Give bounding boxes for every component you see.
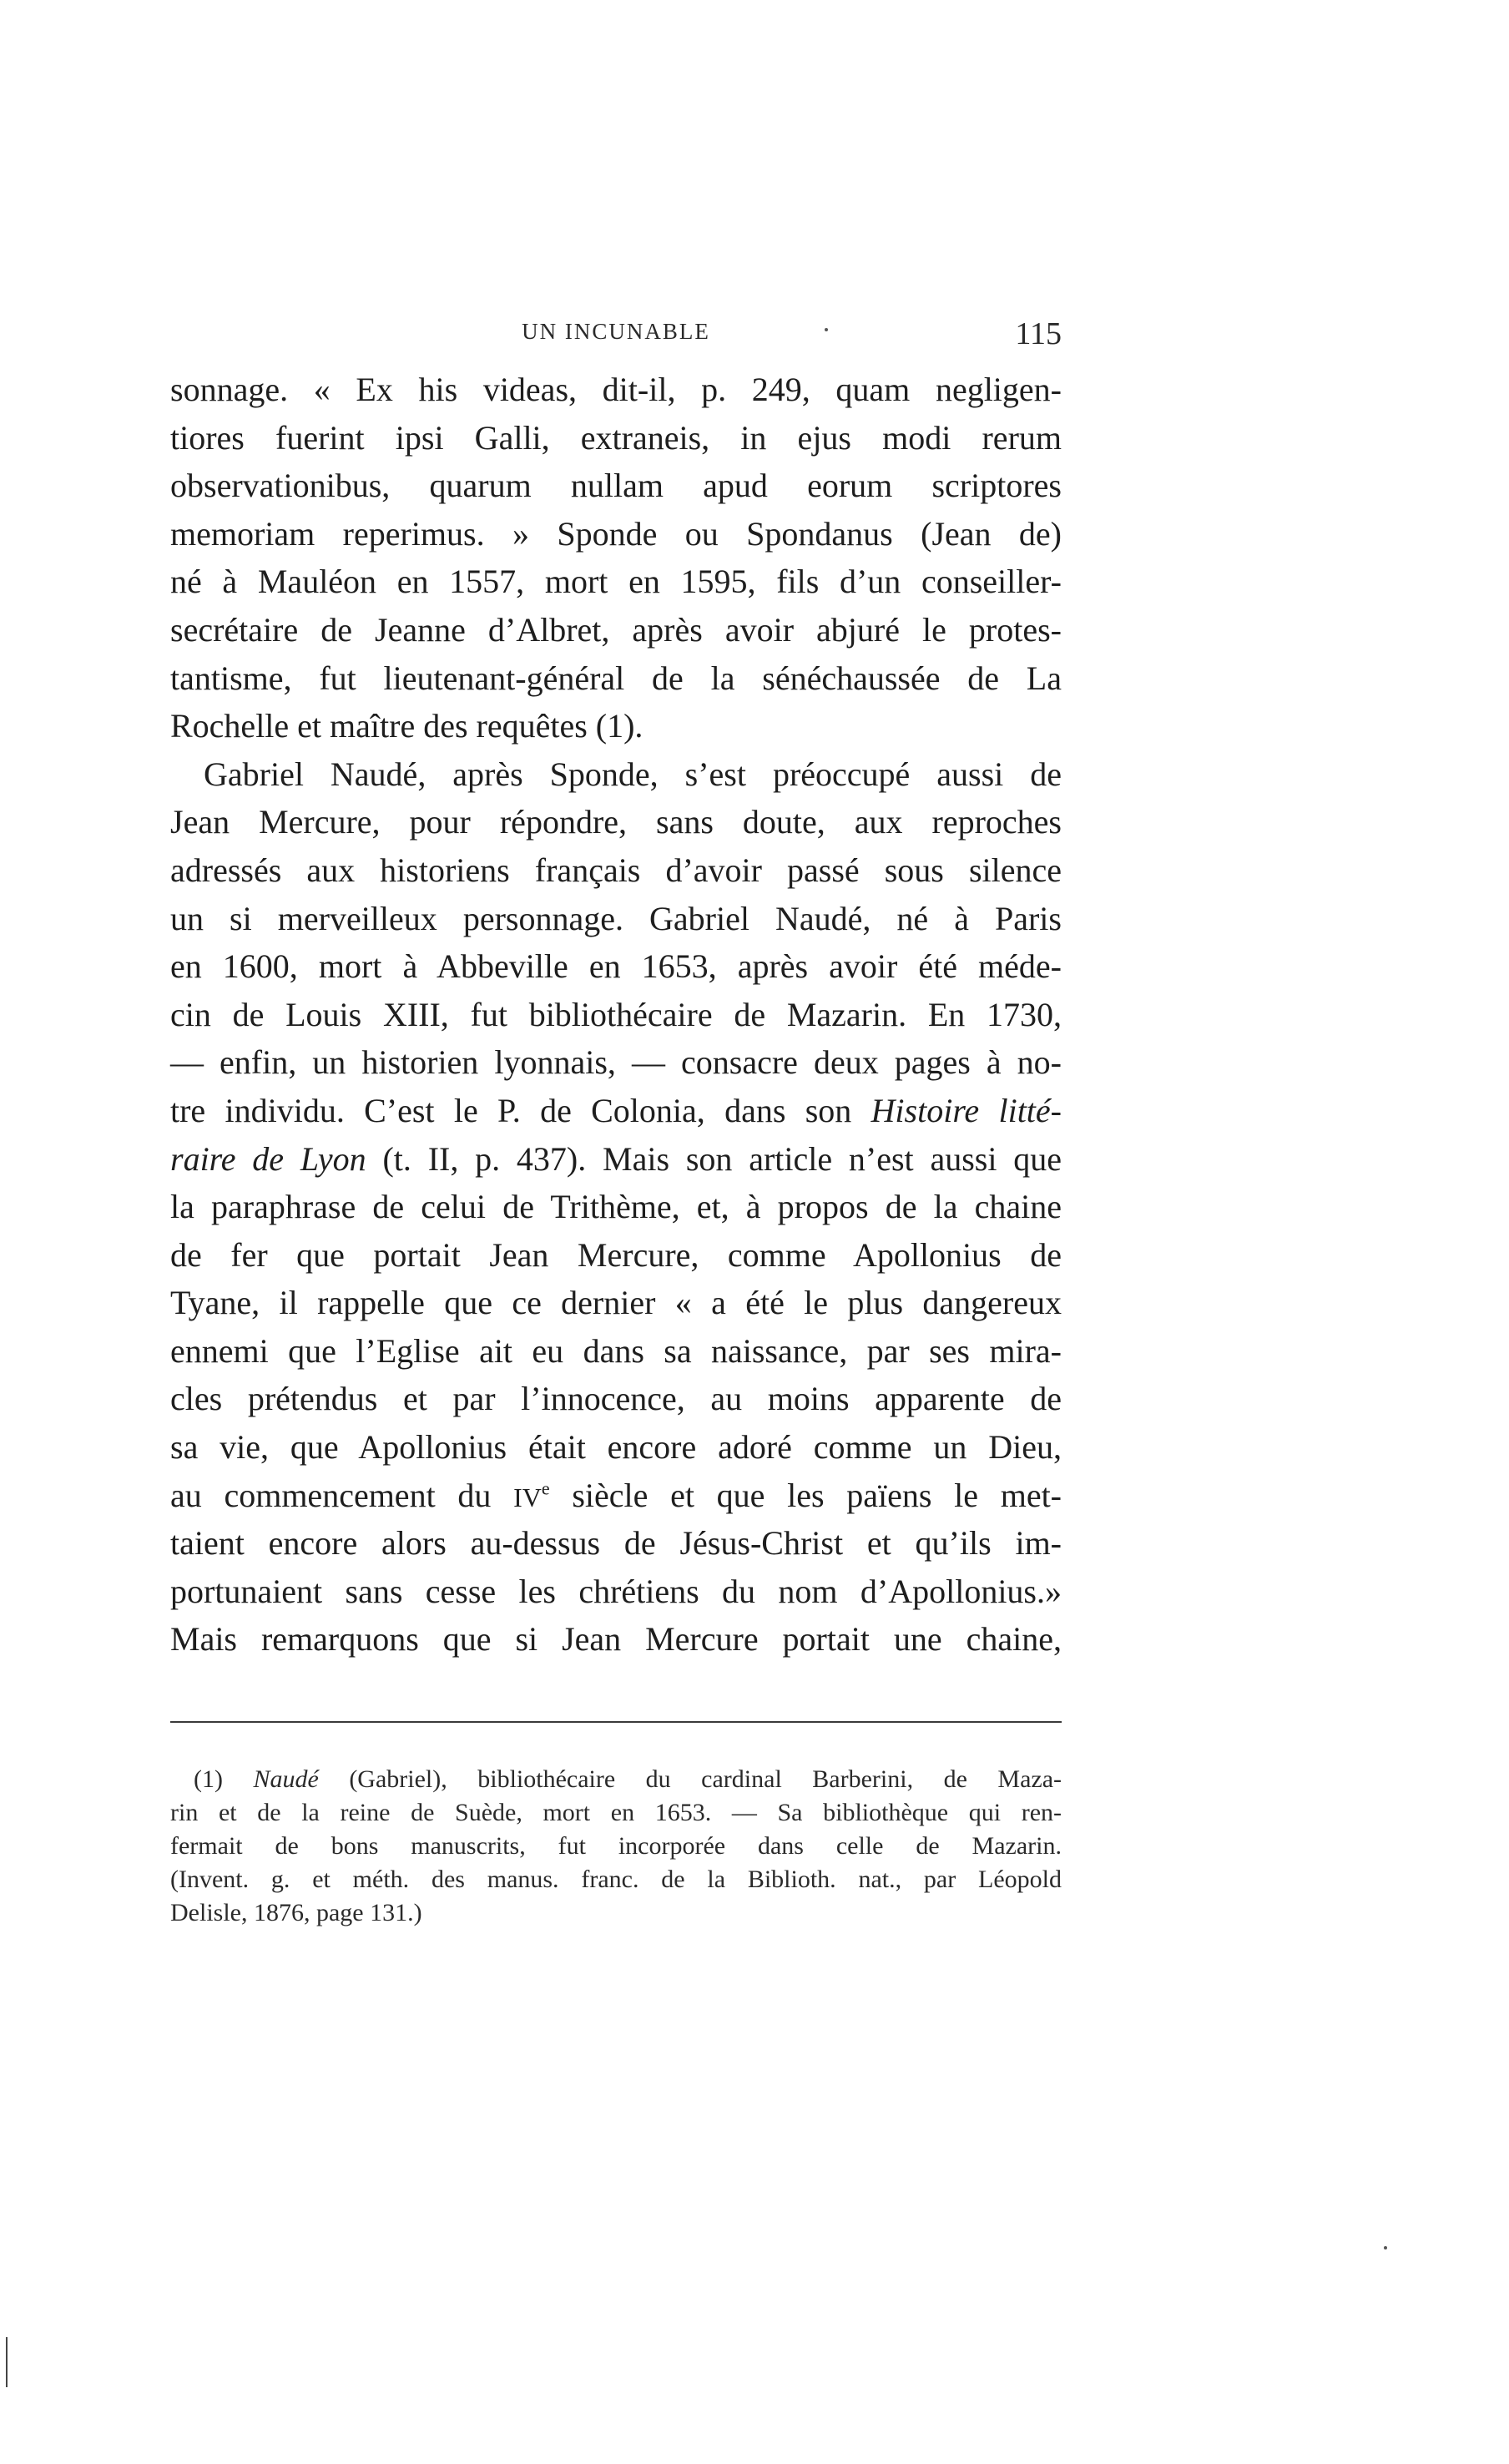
footnote-name-italic: Naudé (253, 1765, 319, 1793)
text-line: portunaient sans cesse les chrétiens du nom d’Apollonius.» (170, 1572, 1062, 1610)
text-line: Tyane, il rappelle que ce dernier « a été le plus dangereux (170, 1284, 1062, 1322)
footnote-marker: (1) (194, 1765, 254, 1793)
text-line: memoriam reperimus. » Sponde ou Spondanus (Jean de) (170, 514, 1062, 553)
text-fragment: (Gabriel), bibliothécaire du cardinal Barberini, de Maza- (318, 1765, 1062, 1793)
text-line: Rochelle et maître des requêtes (1). (170, 707, 643, 745)
footnote-line (170, 1763, 1062, 1796)
text-line (170, 1472, 1062, 1520)
text-line: sonnage. « Ex his videas, dit-il, p. 249, quam negligen- (170, 371, 1062, 408)
text-line: taient encore alors au-dessus de Jésus-Christ et qu’ils im- (170, 1524, 1062, 1563)
text-line: observationibus, quarum nullam apud eorum scriptores (170, 467, 1062, 505)
text-line: un si merveilleux personnage. Gabriel Naudé, né à Paris (170, 899, 1062, 937)
text-fragment: (t. II, p. 437). Mais son article n’est aussi que (366, 1139, 1062, 1178)
ink-speck (1384, 2246, 1387, 2249)
text-line: — enfin, un historien lyonnais, — consacre deux pages à no- (170, 1043, 1062, 1082)
footnote (170, 1763, 1062, 1930)
text-line: en 1600, mort à Abbeville en 1653, après avoir été méde- (170, 947, 1062, 986)
text-line: Gabriel Naudé, après Sponde, s’est préoccupé aussi de (204, 755, 1062, 793)
text-line: Mais remarquons que si Jean Mercure portait une chaine, (170, 1620, 1062, 1659)
text-line: cles prétendus et par l’innocence, au moins apparente de (170, 1380, 1062, 1418)
text-line: Jean Mercure, pour répondre, sans doute, aux reproches (170, 803, 1062, 841)
superscript: e (541, 1477, 550, 1499)
book-title-italic: Histoire litté- (871, 1091, 1062, 1129)
page-header (170, 316, 1062, 352)
text-line: de fer que portait Jean Mercure, comme Apollonius de (170, 1235, 1062, 1274)
text-fragment: siècle et que les païens le met- (549, 1476, 1062, 1514)
text-line: la paraphrase de celui de Trithème, et, à propos de la chaine (170, 1188, 1062, 1226)
text-line: cin de Louis XIII, fut bibliothécaire de Mazarin. En 1730, (170, 995, 1062, 1033)
footnote-line: Delisle, 1876, page 131.) (170, 1899, 422, 1926)
text-line: tiores fuerint ipsi Galli, extraneis, in ejus modi rerum (170, 418, 1062, 457)
text-line: sa vie, que Apollonius était encore adoré comme un Dieu, (170, 1428, 1062, 1467)
text-line: secrétaire de Jeanne d’Albret, après avoir abjuré le protes- (170, 610, 1062, 649)
text-fragment: au commencement du (170, 1476, 514, 1514)
main-text (170, 366, 1062, 1664)
century-numeral: IV (513, 1482, 542, 1512)
book-title-italic: raire de Lyon (170, 1139, 366, 1178)
footnote-divider (170, 1721, 1062, 1723)
text-fragment: tre individu. C’est le P. de Colonia, dans son (170, 1091, 871, 1129)
text-line: ennemi que l’Eglise ait eu dans sa naissance, par ses mira- (170, 1331, 1062, 1370)
page-number: 115 (1015, 316, 1062, 351)
text-line: adressés aux historiens français d’avoir passé sous silence (170, 851, 1062, 889)
text-line: tantisme, fut lieutenant-général de la sénéchaussée de La (170, 659, 1062, 697)
text-line (170, 1135, 1062, 1184)
footnote-line: rin et de la reine de Suède, mort en 1653. — Sa bibliothèque qui ren- (170, 1799, 1062, 1826)
text-line: né à Mauléon en 1557, mort en 1595, fils d’un conseiller- (170, 563, 1062, 601)
footnote-line: (Invent. g. et méth. des manus. franc. de la Biblioth. nat., par Léopold (170, 1866, 1062, 1893)
running-title: UN INCUNABLE (522, 319, 710, 344)
footnote-line: fermait de bons manuscrits, fut incorporée dans celle de Mazarin. (170, 1832, 1062, 1860)
text-line (170, 1087, 1062, 1135)
